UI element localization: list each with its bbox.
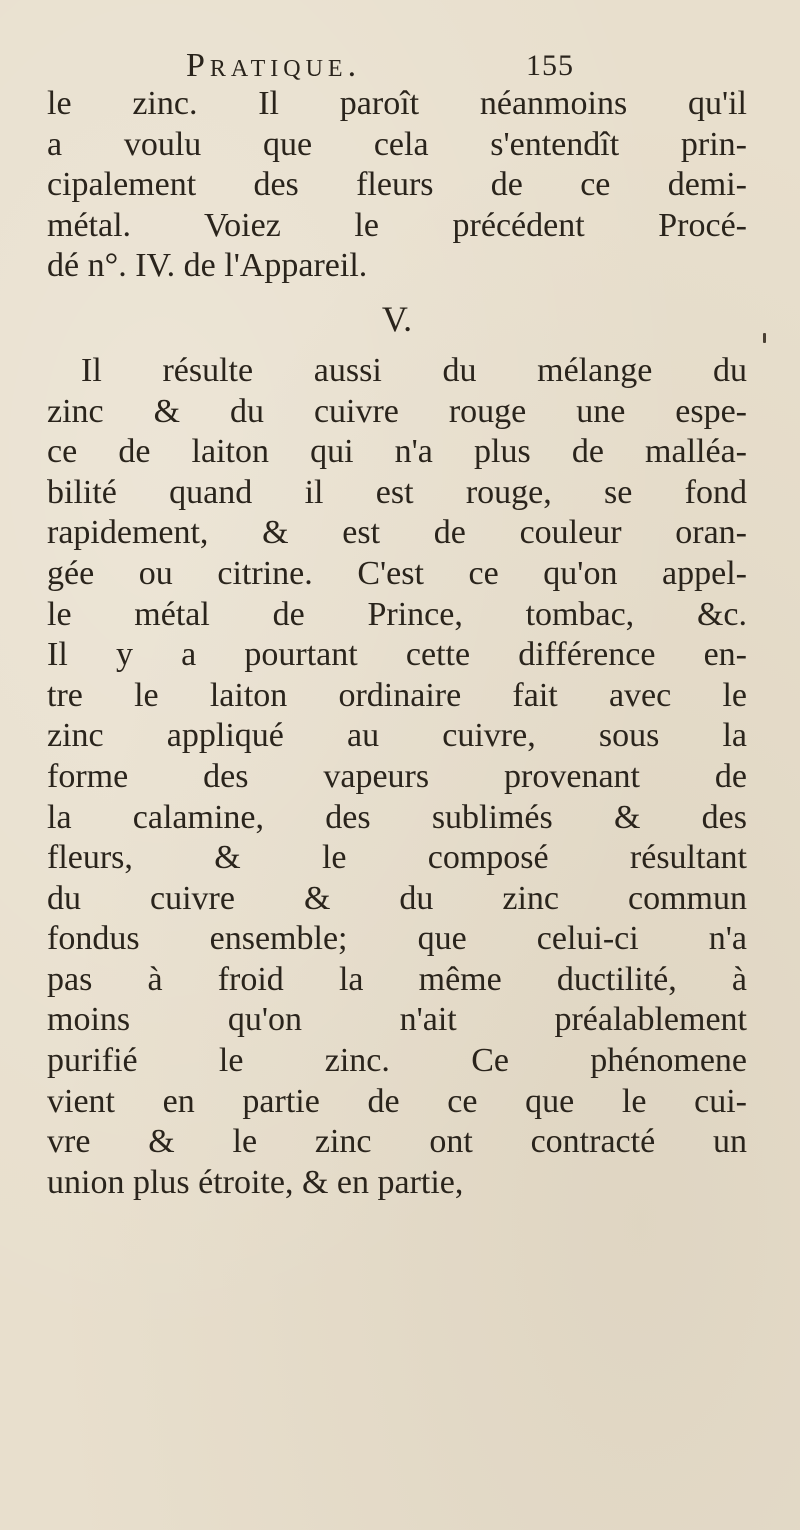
text-line: ce de laiton qui n'a plus de malléa- — [47, 433, 747, 471]
text-line: le zinc. Il paroît néanmoins qu'il — [47, 85, 747, 122]
text-line: bilité quand il est rouge, se fond — [47, 473, 747, 511]
text-line: dé n°. IV. de l'Appareil. — [47, 247, 368, 285]
text-line: la calamine, des sublimés & des — [47, 798, 747, 836]
text-line: tre le laiton ordinaire fait avec le — [47, 676, 747, 714]
body-text — [47, 84, 747, 1203]
text-line: métal. Voiez le précédent Procé- — [47, 206, 747, 244]
text-line: fondus ensemble; que celui-ci n'a — [47, 920, 747, 958]
text-line: Il y a pourtant cette différence en- — [47, 636, 747, 674]
text-line: forme des vapeurs provenant de — [47, 757, 747, 795]
text-line: Il résulte aussi du mélange du — [81, 351, 747, 389]
text-line: purifié le zinc. Ce phénomene — [47, 1042, 747, 1080]
text-line: cipalement des fleurs de ce demi- — [47, 166, 747, 204]
text-line: vient en partie de ce que le cui- — [47, 1082, 747, 1120]
text-line: rapidement, & est de couleur oran- — [47, 514, 747, 552]
text-line: fleurs, & le composé résultant — [47, 839, 747, 877]
page-header — [0, 44, 800, 88]
page-number: 155 — [526, 49, 574, 82]
text-line: a voulu que cela s'entendît prin- — [47, 125, 747, 163]
text-line: vre & le zinc ont contracté un — [47, 1123, 747, 1161]
text-line: moins qu'on n'ait préalablement — [47, 1001, 747, 1039]
text-line: union plus étroite, & en partie, — [47, 1163, 464, 1201]
text-line: zinc & du cuivre rouge une espe- — [47, 392, 747, 430]
running-head: Pratique. — [186, 47, 362, 84]
text-line: gée ou citrine. C'est ce qu'on appel- — [47, 554, 747, 592]
section-heading: V. — [381, 298, 413, 339]
text-line: du cuivre & du zinc commun — [47, 879, 747, 917]
text-line: pas à froid la même ductilité, à — [47, 960, 747, 998]
text-line: le métal de Prince, tombac, &c. — [47, 595, 747, 633]
text-line: zinc appliqué au cuivre, sous la — [47, 717, 747, 755]
paper-speck — [763, 333, 766, 343]
